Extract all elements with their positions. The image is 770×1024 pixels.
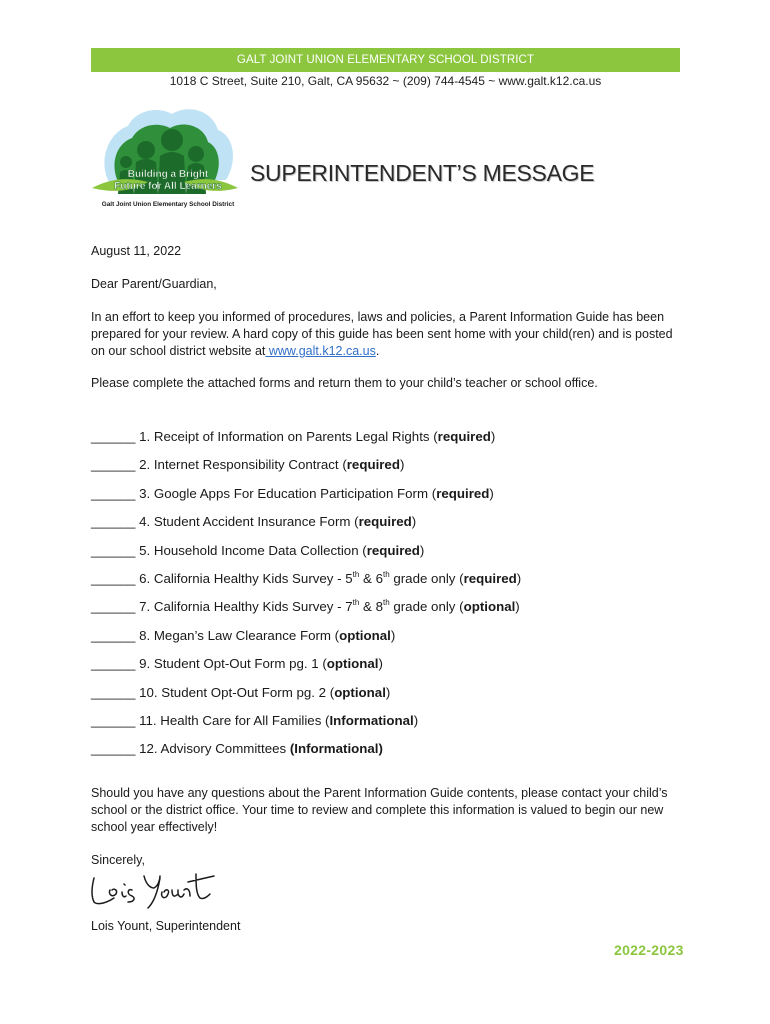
checklist-item-status: required [437,429,491,444]
checklist-blank: ______ [91,429,136,444]
checklist-item-tail: ) [490,429,496,444]
checklist-item [91,655,691,683]
checklist-blank: ______ [91,627,136,643]
page-title: SUPERINTENDENT’S MESSAGE [250,160,595,186]
checklist-item-status: Informational [329,712,414,728]
handwritten-signature [88,868,218,912]
checklist-blank: ______ [91,712,136,728]
district-address: 1018 C Street, Suite 210, Galt, CA 95632 ~ (209) 744-4545 ~ www.galt.k12.ca.us [169,74,602,88]
checklist-item-tail: ) [390,627,396,643]
checklist-item-tail: ) [419,542,425,558]
checklist-item-text: & 8 [359,599,383,615]
checklist-item-text: 2. Internet Responsibility Contract ( [135,457,347,473]
checklist-item-tail: ) [385,684,391,700]
checklist-item-text: grade only ( [389,570,464,586]
checklist-item-text: 8. Megan’s Law Clearance Form ( [135,627,340,643]
checklist-item [91,570,691,598]
checklist-item [91,513,691,541]
checklist-item-text: 11. Health Care for All Families ( [135,712,330,728]
checklist-item-text: grade only ( [389,599,464,615]
checklist-item [91,684,691,712]
checklist-item-text: 7. California Healthy Kids Survey - 7 [135,599,353,615]
superscript: th [352,597,360,607]
checklist-item-tail: ) [489,485,494,501]
district-logo [88,104,248,212]
checklist-blank: ______ [91,656,136,672]
checklist-item-status: (Informational) [289,741,383,757]
district-website-link[interactable]: www.galt.k12.ca.us [265,344,376,358]
checklist-blank: ______ [91,741,136,757]
checklist-item-tail: ) [411,514,417,530]
checklist-item-text: 5. Household Income Data Collection ( [135,542,367,558]
checklist-item-status: optional [326,656,379,672]
checklist-item [91,542,691,570]
checklist-item-text: 10. Student Opt-Out Form pg. 2 ( [135,684,335,700]
closing-paragraph: Should you have any questions about the Parent Information Guide contents, please contact your child’s school or the district office. Your time to review and complete this information is valued to begin our new school year effectively! [91,786,668,834]
checklist-item-status: optional [334,684,386,700]
checklist-blank: ______ [91,684,136,700]
checklist-item-tail: ) [413,712,419,728]
checklist-item [91,485,691,513]
checklist-item-tail: ) [515,599,520,615]
checklist-item-status: required [358,514,412,530]
letter-salutation: Dear Parent/Guardian, [91,277,217,291]
checklist-item-text: 3. Google Apps For Education Participation Form ( [135,485,437,501]
district-banner: GALT JOINT UNION ELEMENTARY SCHOOL DISTRICT [91,48,680,72]
instruction-paragraph: Please complete the attached forms and return them to your child’s teacher or school office. [91,376,598,390]
logo-tagline-line2: Future for All Learners [114,181,222,192]
letter-date: August 11, 2022 [91,244,182,258]
checklist-item-status: required [366,542,420,558]
checklist-item [91,456,691,484]
checklist-item-tail: ) [516,570,522,586]
logo-tagline-line1: Building a Bright [127,169,209,180]
checklist-item-text: 6. California Healthy Kids Survey - 5 [135,570,353,586]
checklist-item-status: optional [339,627,391,643]
checklist-item-text: 1. Receipt of Information on Parents Legal Rights ( [135,429,438,444]
superscript: th [382,569,390,579]
checklist-blank: ______ [91,570,136,586]
letter-signoff: Sincerely, [91,853,145,867]
checklist-item-text: 4. Student Accident Insurance Form ( [135,514,359,530]
checklist-item [91,712,691,740]
checklist-item-text: 9. Student Opt-Out Form pg. 1 ( [135,656,327,672]
checklist-item-status: optional [463,599,516,615]
intro-end: . [375,344,380,358]
signer-name: Lois Yount, Superintendent [91,919,241,933]
forms-checklist [91,428,691,769]
checklist-item-text: 12. Advisory Committees [135,741,290,757]
checklist-item-status: required [436,485,490,501]
checklist-item-tail: ) [399,457,405,473]
checklist-blank: ______ [91,457,136,473]
logo-district-caption: Galt Joint Union Elementary School District [101,201,235,208]
school-year: 2022-2023 [614,942,684,958]
superscript: th [352,569,360,579]
checklist-blank: ______ [91,542,136,558]
checklist-blank: ______ [91,599,136,615]
intro-text: In an effort to keep you informed of procedures, laws and policies, a Parent Information Guide has been prepared for your review. A hard copy of this guide has been sent home with your child(ren) and is posted on our school district website at [91,310,673,358]
intro-paragraph [91,309,681,360]
checklist-item [91,428,691,456]
superscript: th [382,597,390,607]
checklist-item [91,627,691,655]
checklist-blank: ______ [91,514,136,530]
checklist-item [91,740,691,768]
checklist-item-tail: ) [378,656,383,672]
checklist-blank: ______ [91,485,136,501]
checklist-item [91,598,691,626]
checklist-item-status: required [346,457,400,473]
checklist-item-status: required [463,570,517,586]
checklist-item-text: & 6 [359,570,383,586]
